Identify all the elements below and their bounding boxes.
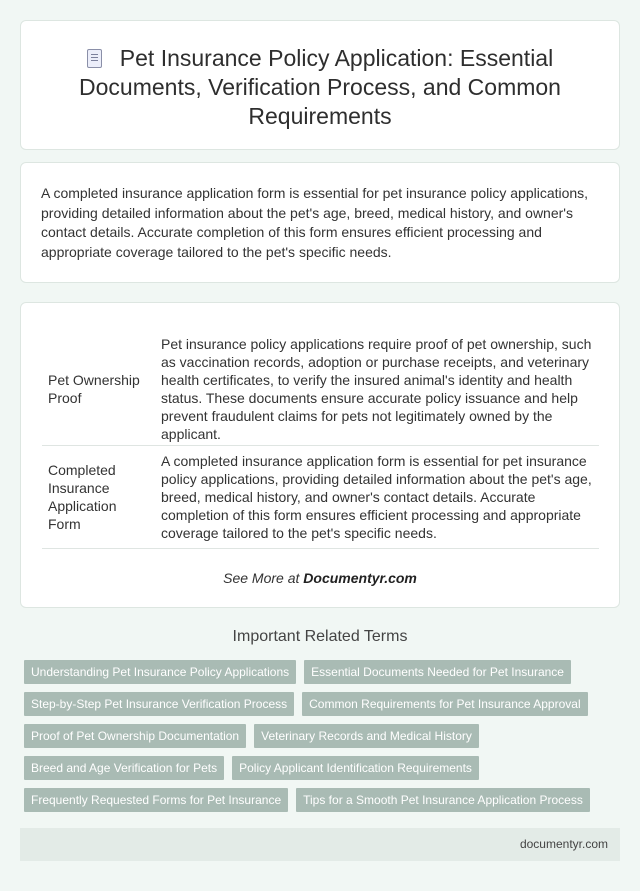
related-terms-tags (24, 660, 624, 820)
related-term-tag[interactable]: Proof of Pet Ownership Documentation (24, 724, 246, 748)
page-title (41, 44, 599, 131)
see-more-link[interactable] (21, 570, 619, 586)
related-term-tag[interactable]: Tips for a Smooth Pet Insurance Application Process (296, 788, 590, 812)
page-title-text: Pet Insurance Policy Application: Essential Documents, Verification Process, and Common Requirements (79, 45, 561, 129)
footer (20, 828, 620, 861)
see-more-site: Documentyr.com (303, 570, 417, 586)
see-more-prefix: See More at (223, 570, 304, 586)
related-term-tag[interactable]: Frequently Requested Forms for Pet Insurance (24, 788, 288, 812)
related-term-tag[interactable]: Understanding Pet Insurance Policy Applications (24, 660, 296, 684)
table-term-cell: Pet Ownership Proof (42, 329, 156, 445)
related-term-tag[interactable]: Veterinary Records and Medical History (254, 724, 479, 748)
related-term-tag[interactable]: Essential Documents Needed for Pet Insurance (304, 660, 571, 684)
tag-row (24, 660, 624, 684)
table-term-cell: Completed Insurance Application Form (42, 445, 156, 548)
intro-card (20, 162, 620, 283)
related-terms-heading: Important Related Terms (232, 628, 408, 645)
related-term-tag[interactable]: Step-by-Step Pet Insurance Verification Process (24, 692, 294, 716)
table-row (42, 329, 599, 445)
document-icon (87, 49, 102, 68)
documents-table (42, 329, 599, 549)
tag-row (24, 788, 624, 812)
documents-table-card (20, 302, 620, 608)
tag-row (24, 756, 624, 780)
related-term-tag[interactable]: Common Requirements for Pet Insurance Approval (302, 692, 587, 716)
related-term-tag[interactable]: Policy Applicant Identification Requirements (232, 756, 479, 780)
title-card (20, 20, 620, 150)
tag-row (24, 692, 624, 716)
tag-row (24, 724, 624, 748)
table-row (42, 445, 599, 548)
footer-site-link[interactable]: documentyr.com (519, 837, 608, 851)
table-description-cell: A completed insurance application form is essential for pet insurance policy applications, providing detailed information about the pet's age, breed, medical history, and owner's contact details. Accurate completion of this form ensures efficient processing and appropriate coverage tailored to the pet's specific needs. (156, 445, 599, 548)
intro-paragraph: A completed insurance application form is essential for pet insurance policy applications, providing detailed information about the pet's age, breed, medical history, and owner's contact details. Accurate completion of this form ensures efficient processing and appropriate coverage tailored to the pet's specific needs. (41, 185, 589, 260)
related-term-tag[interactable]: Breed and Age Verification for Pets (24, 756, 224, 780)
table-description-cell: Pet insurance policy applications require proof of pet ownership, such as vaccination records, adoption or purchase receipts, and veterinary health certificates, to verify the insured animal's identity and health status. These documents ensure accurate policy issuance and help prevent fraudulent claims for pets not legitimately owned by the applicant. (156, 329, 599, 445)
